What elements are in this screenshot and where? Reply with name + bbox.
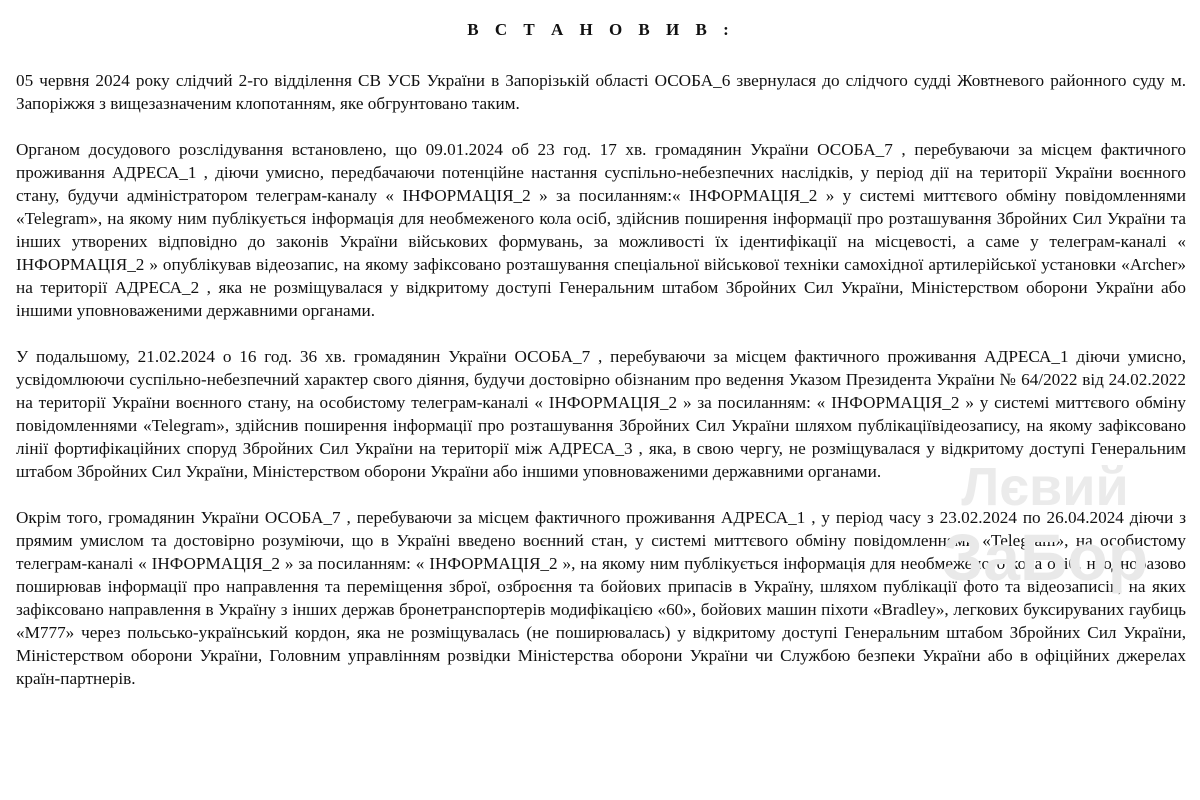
paragraph-2: Органом досудового розслідування встановлено, що 09.01.2024 об 23 год. 17 хв. громадянин України ОСОБА_7 , перебуваючи за місцем фактичного проживання АДРЕСА_1 , діючи умисно, передбачаючи потенційне настання суспільно-небезпечних наслідків, у період дії на території України воєнного стану, будучи адміністратором телеграм-каналу « ІНФОРМАЦІЯ_2 » за посиланням:« ІНФОРМАЦІЯ_2 » у системі миттєвого обміну повідомленнями «Telegram», на якому ним публікується інформація для необмеженого кола осіб, здійснив поширення інформації про розташування Збройних Сил України та інших утворених відповідно до законів України військових формувань, за можливості їх ідентифікації на місцевості, а саме у телеграм-каналі « ІНФОРМАЦІЯ_2 » опублікував відеозапис, на якому зафіксовано розташування спеціальної військової техніки самохідної артилерійської установки «Archer» на території АДРЕСА_2 , яка не розміщувалася у відкритому доступі Генеральним штабом Збройних Сил України, Міністерством оборони України або іншими уповноваженими державними органами. bbox=[16, 140, 1186, 320]
watermark-text-top: Лєвий bbox=[961, 457, 1129, 517]
paragraph-3: У подальшому, 21.02.2024 о 16 год. 36 хв. громадянин України ОСОБА_7 , перебуваючи за місцем фактичного проживання АДРЕСА_1 діючи умисно, усвідомлюючи суспільно-небезпечний характер свого діяння, будучи достовірно обізнаним про ведення Указом Президента України № 64/2022 від 24.02.2022 на території України воєнного стану, на особистому телеграм-каналі « ІНФОРМАЦІЯ_2 » за посиланням: « ІНФОРМАЦІЯ_2 » у системі миттєвого обміну повідомленнями «Telegram», здійснив поширення інформації про розташування Збройних Сил України шляхом публікаціївідеозапису, на якому зафіксовано лінії фортифікаційних споруд Збройних Сил України на території між АДРЕСА_3 , яка, в свою чергу, не розміщувалася у відкритому доступі Генеральним штабом Збройних Сил України, Міністерством оборони України або іншими уповноваженими державними органами. bbox=[16, 347, 1186, 481]
document-body bbox=[16, 0, 1186, 713]
document-heading: В С Т А Н О В И В : bbox=[467, 20, 735, 39]
watermark-text-bottom: ЗаБор bbox=[941, 520, 1149, 594]
paragraph-4: Окрім того, громадянин України ОСОБА_7 , перебуваючи за місцем фактичного проживання АДРЕСА_1 , у період часу з 23.02.2024 по 26.04.2024 діючи з прямим умислом та достовірно розуміючи, що в Україні введено воєнний стан, у системі миттєвого обміну повідомленнями «Telegram», на особистому телеграм-каналі « ІНФОРМАЦІЯ_2 » за посиланням: « ІНФОРМАЦІЯ_2 », на якому ним публікується інформація для необмеженого кола осіб, неодноразово поширював інформації про направлення та переміщення зброї, озброєння та бойових припасів в Україну, шляхом публікації фото та відеозаписів, на яких зафіксовано направлення в Україну з інших держав бронетранспортерів модифікацією «60», бойових машин піхоти «Bradley», легкових буксируваних гаубиць «М777» через польсько-український кордон, яка не розміщувалась (не поширювалась) у відкритому доступі Генеральним штабом Збройних Сил України, Міністерством оборони України, Головним управлінням розвідки Міністерства оборони України чи Службою безпеки України або в офіційних джерелах країн-партнерів. bbox=[16, 508, 1187, 688]
paragraph-1: 05 червня 2024 року слідчий 2-го відділення СВ УСБ України в Запорізькій області ОСОБА_6 звернулася до слідчого судді Жовтневого районного суду м. Запоріжжя з вищезазначеним клопотанням, яке обгрунтовано таким. bbox=[16, 71, 1186, 113]
